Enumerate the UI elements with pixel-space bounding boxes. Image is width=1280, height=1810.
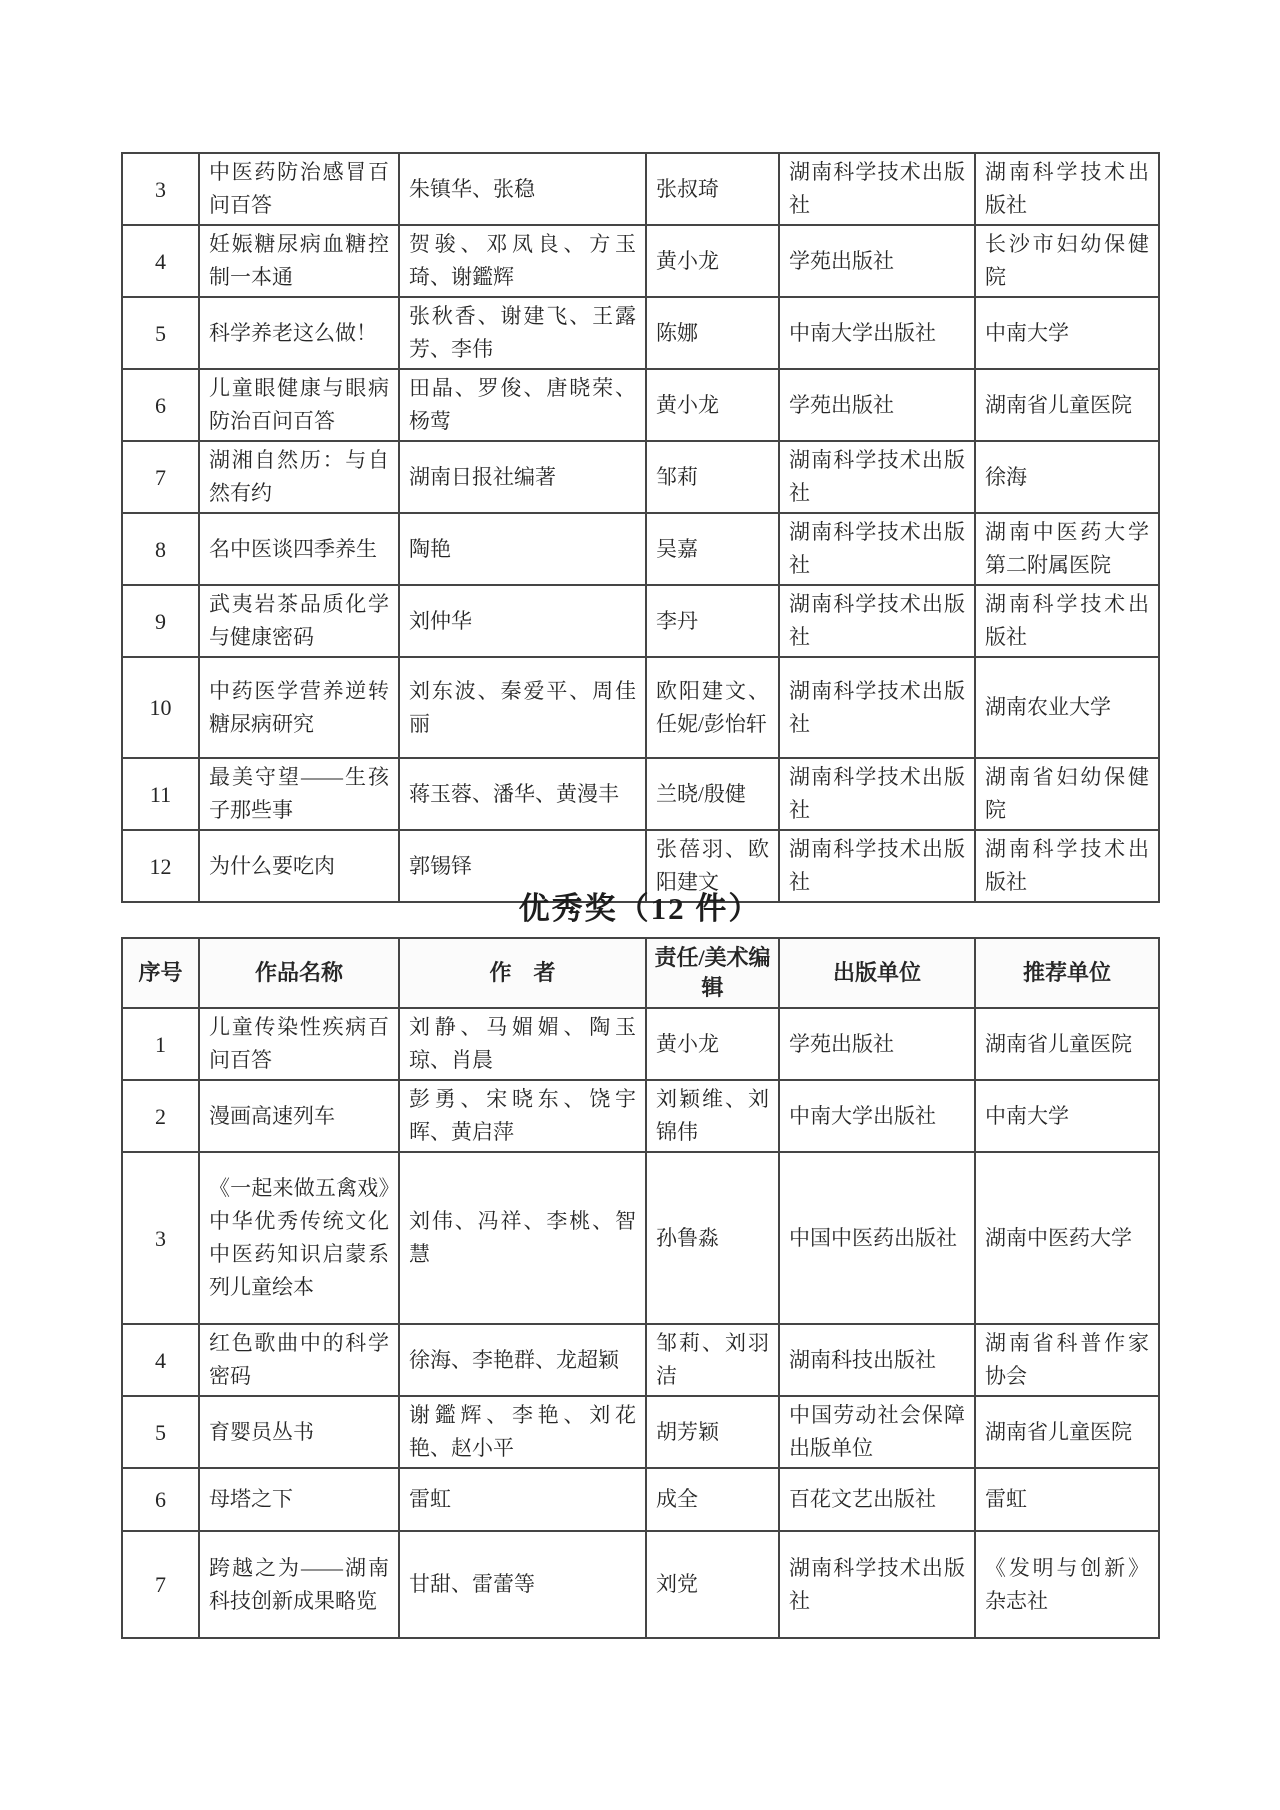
recommender-cell: 湖南省妇幼保健院	[975, 758, 1159, 830]
table-row	[122, 225, 1159, 297]
table-row	[122, 1324, 1159, 1396]
title-cell: 育婴员丛书	[199, 1396, 399, 1468]
authors-cell: 彭勇、宋晓东、饶宇晖、黄启萍	[399, 1080, 646, 1152]
col-header-recommender: 推荐单位	[975, 938, 1159, 1008]
table-row	[122, 441, 1159, 513]
editors-cell: 张蓓羽、欧阳建文	[646, 830, 779, 902]
editors-cell: 张叔琦	[646, 153, 779, 225]
row-number-cell: 8	[122, 513, 199, 585]
authors-cell: 湖南日报社编著	[399, 441, 646, 513]
row-number-cell: 6	[122, 369, 199, 441]
recommender-cell: 湖南省儿童医院	[975, 1396, 1159, 1468]
recommender-cell: 湖南中医药大学第二附属医院	[975, 513, 1159, 585]
excellence-award-table	[121, 937, 1160, 1639]
authors-cell: 郭锡铎	[399, 830, 646, 902]
authors-cell: 田晶、罗俊、唐晓荣、杨莺	[399, 369, 646, 441]
table-row	[122, 1152, 1159, 1324]
row-number-cell: 1	[122, 1008, 199, 1080]
publisher-cell: 湖南科技出版社	[779, 1324, 975, 1396]
editors-cell: 欧阳建文、任妮/彭怡轩	[646, 657, 779, 758]
editors-cell: 李丹	[646, 585, 779, 657]
table-row	[122, 1468, 1159, 1531]
publisher-cell: 学苑出版社	[779, 225, 975, 297]
table-row	[122, 153, 1159, 225]
col-header-publisher: 出版单位	[779, 938, 975, 1008]
editors-cell: 兰晓/殷健	[646, 758, 779, 830]
authors-cell: 刘静、马媚媚、陶玉琼、肖晨	[399, 1008, 646, 1080]
publisher-cell: 中国中医药出版社	[779, 1152, 975, 1324]
col-header-authors: 作 者	[399, 938, 646, 1008]
recommender-cell: 《发明与创新》杂志社	[975, 1531, 1159, 1638]
title-cell: 跨越之为——湖南科技创新成果略览	[199, 1531, 399, 1638]
title-cell: 科学养老这么做！	[199, 297, 399, 369]
editors-cell: 胡芳颖	[646, 1396, 779, 1468]
recommender-cell: 湖南科学技术出版社	[975, 153, 1159, 225]
table-row	[122, 1396, 1159, 1468]
row-number-cell: 4	[122, 225, 199, 297]
title-cell: 武夷岩茶品质化学与健康密码	[199, 585, 399, 657]
table-row	[122, 1008, 1159, 1080]
title-cell: 儿童传染性疾病百问百答	[199, 1008, 399, 1080]
recommender-cell: 湖南省儿童医院	[975, 369, 1159, 441]
row-number-cell: 10	[122, 657, 199, 758]
editors-cell: 孙鲁淼	[646, 1152, 779, 1324]
authors-cell: 刘仲华	[399, 585, 646, 657]
recommender-cell: 湖南农业大学	[975, 657, 1159, 758]
publisher-cell: 湖南科学技术出版社	[779, 758, 975, 830]
table-row	[122, 297, 1159, 369]
recommender-cell: 湖南科学技术出版社	[975, 830, 1159, 902]
authors-cell: 刘伟、冯祥、李桃、智慧	[399, 1152, 646, 1324]
row-number-cell: 2	[122, 1080, 199, 1152]
publisher-cell: 湖南科学技术出版社	[779, 830, 975, 902]
editors-cell: 黄小龙	[646, 225, 779, 297]
table-row	[122, 1080, 1159, 1152]
publisher-cell: 学苑出版社	[779, 369, 975, 441]
authors-cell: 甘甜、雷蕾等	[399, 1531, 646, 1638]
award-table-continued	[121, 152, 1160, 903]
col-header-number: 序号	[122, 938, 199, 1008]
editors-cell: 黄小龙	[646, 369, 779, 441]
row-number-cell: 12	[122, 830, 199, 902]
recommender-cell: 湖南省儿童医院	[975, 1008, 1159, 1080]
authors-cell: 徐海、李艳群、龙超颖	[399, 1324, 646, 1396]
recommender-cell: 湖南省科普作家协会	[975, 1324, 1159, 1396]
col-header-editors: 责任/美术编辑	[646, 938, 779, 1008]
title-cell: 中药医学营养逆转糖尿病研究	[199, 657, 399, 758]
title-cell: 为什么要吃肉	[199, 830, 399, 902]
title-cell: 最美守望——生孩子那些事	[199, 758, 399, 830]
col-header-title: 作品名称	[199, 938, 399, 1008]
publisher-cell: 湖南科学技术出版社	[779, 657, 975, 758]
recommender-cell: 湖南科学技术出版社	[975, 585, 1159, 657]
title-cell: 母塔之下	[199, 1468, 399, 1531]
row-number-cell: 5	[122, 297, 199, 369]
authors-cell: 谢鑑辉、李艳、刘花艳、赵小平	[399, 1396, 646, 1468]
table-row	[122, 585, 1159, 657]
row-number-cell: 9	[122, 585, 199, 657]
authors-cell: 蒋玉蓉、潘华、黄漫丰	[399, 758, 646, 830]
publisher-cell: 湖南科学技术出版社	[779, 441, 975, 513]
publisher-cell: 中南大学出版社	[779, 1080, 975, 1152]
publisher-cell: 湖南科学技术出版社	[779, 513, 975, 585]
row-number-cell: 7	[122, 441, 199, 513]
publisher-cell: 湖南科学技术出版社	[779, 153, 975, 225]
title-cell: 《一起来做五禽戏》中华优秀传统文化中医药知识启蒙系列儿童绘本	[199, 1152, 399, 1324]
title-cell: 红色歌曲中的科学密码	[199, 1324, 399, 1396]
editors-cell: 成全	[646, 1468, 779, 1531]
authors-cell: 张秋香、谢建飞、王露芳、李伟	[399, 297, 646, 369]
editors-cell: 刘党	[646, 1531, 779, 1638]
title-cell: 名中医谈四季养生	[199, 513, 399, 585]
recommender-cell: 长沙市妇幼保健院	[975, 225, 1159, 297]
editors-cell: 刘颖维、刘锦伟	[646, 1080, 779, 1152]
recommender-cell: 中南大学	[975, 1080, 1159, 1152]
header-row	[122, 938, 1159, 1008]
publisher-cell: 湖南科学技术出版社	[779, 1531, 975, 1638]
recommender-cell: 雷虹	[975, 1468, 1159, 1531]
recommender-cell: 徐海	[975, 441, 1159, 513]
authors-cell: 雷虹	[399, 1468, 646, 1531]
editors-cell: 邹莉、刘羽洁	[646, 1324, 779, 1396]
title-cell: 湖湘自然历：与自然有约	[199, 441, 399, 513]
row-number-cell: 6	[122, 1468, 199, 1531]
row-number-cell: 3	[122, 153, 199, 225]
publisher-cell: 学苑出版社	[779, 1008, 975, 1080]
table-row	[122, 657, 1159, 758]
row-number-cell: 5	[122, 1396, 199, 1468]
authors-cell: 陶艳	[399, 513, 646, 585]
authors-cell: 朱镇华、张稳	[399, 153, 646, 225]
publisher-cell: 百花文艺出版社	[779, 1468, 975, 1531]
section-title: 优秀奖（12 件）	[518, 891, 762, 926]
editors-cell: 吴嘉	[646, 513, 779, 585]
recommender-cell: 中南大学	[975, 297, 1159, 369]
authors-cell: 贺骏、邓凤良、方玉琦、谢鑑辉	[399, 225, 646, 297]
title-cell: 中医药防治感冒百问百答	[199, 153, 399, 225]
row-number-cell: 7	[122, 1531, 199, 1638]
publisher-cell: 中国劳动社会保障出版单位	[779, 1396, 975, 1468]
editors-cell: 陈娜	[646, 297, 779, 369]
editors-cell: 黄小龙	[646, 1008, 779, 1080]
table-row	[122, 1531, 1159, 1638]
table-row	[122, 513, 1159, 585]
table-row	[122, 758, 1159, 830]
publisher-cell: 中南大学出版社	[779, 297, 975, 369]
row-number-cell: 4	[122, 1324, 199, 1396]
authors-cell: 刘东波、秦爱平、周佳丽	[399, 657, 646, 758]
recommender-cell: 湖南中医药大学	[975, 1152, 1159, 1324]
title-cell: 漫画高速列车	[199, 1080, 399, 1152]
title-cell: 妊娠糖尿病血糖控制一本通	[199, 225, 399, 297]
editors-cell: 邹莉	[646, 441, 779, 513]
title-cell: 儿童眼健康与眼病防治百问百答	[199, 369, 399, 441]
table-row	[122, 369, 1159, 441]
publisher-cell: 湖南科学技术出版社	[779, 585, 975, 657]
row-number-cell: 3	[122, 1152, 199, 1324]
row-number-cell: 11	[122, 758, 199, 830]
